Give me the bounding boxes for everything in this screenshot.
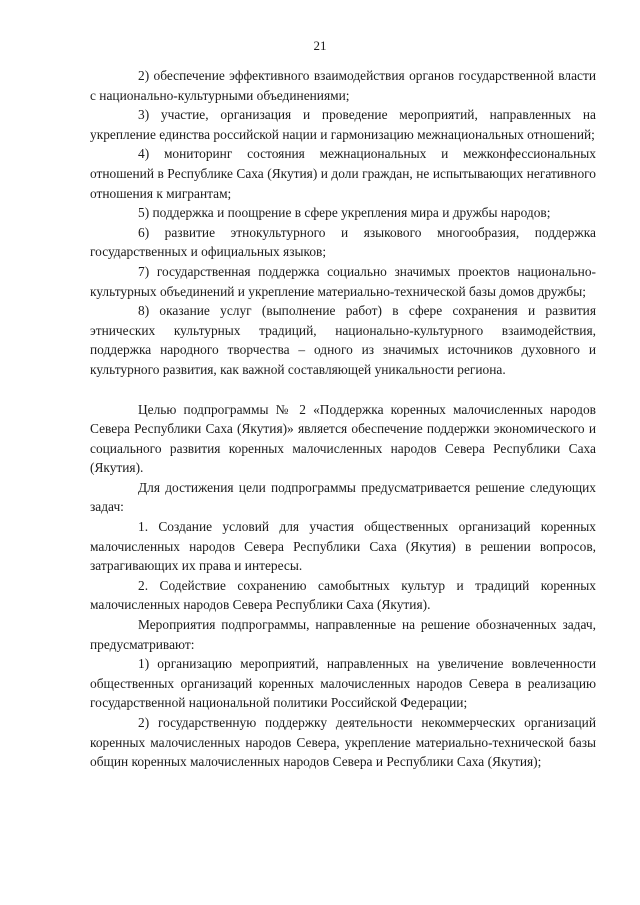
paragraph: 1. Создание условий для участия общественных организаций коренных малочисленных народов Севера Республики Саха (Якутия) в решении вопросов, затрагивающих их права и интересы. [90, 519, 596, 574]
paragraph: 3) участие, организация и проведение мероприятий, направленных на укрепление единства российской нации и гармонизацию межнациональных отношений; [90, 107, 596, 142]
document-body [90, 66, 596, 772]
paragraph: 6) развитие этнокультурного и языкового многообразия, поддержка государственных и официальных языков; [90, 224, 596, 260]
paragraph: 2) обеспечение эффективного взаимодействия органов государственной власти с национально-культурными объединениями; [90, 68, 596, 103]
page-number: 21 [313, 38, 327, 53]
paragraph: 2) государственную поддержку деятельности некоммерческих организаций коренных малочисленных народов Севера, укрепление материально-технической базы общин коренных малочисленных народов Севера и Республики Саха (Якутия); [90, 715, 596, 770]
paragraph: 8) оказание услуг (выполнение работ) в сфере сохранения и развития этнических культурных традиций, национально-культурного взаимодействия, поддержка народного творчества – одного из значимых источников духовного и культурного развития, как важной составляющей уникальности региона. [90, 303, 596, 377]
paragraph: 4) мониторинг состояния межнациональных и межконфессиональных отношений в Республике Саха (Якутия) и доли граждан, не испытывающих негативного отношения к мигрантам; [90, 146, 596, 201]
paragraph: Для достижения цели подпрограммы предусматривается решение следующих задач: [90, 479, 596, 515]
paragraph: 1) организацию мероприятий, направленных на увеличение вовлеченности общественных организаций коренных малочисленных народов Севера в реализацию государственной национальной политики Российской Федерации; [90, 656, 596, 711]
paragraph: 5) поддержка и поощрение в сфере укрепления мира и дружбы народов; [138, 205, 551, 221]
paragraph: 7) государственная поддержка социально значимых проектов национально-культурных объединений и укрепление материально-технической базы домов дружбы; [90, 263, 596, 299]
paragraph: Мероприятия подпрограммы, направленные на решение обозначенных задач, предусматривают: [90, 617, 596, 652]
paragraph: 2. Содействие сохранению самобытных культур и традиций коренных малочисленных народов Севера Республики Саха (Якутия). [90, 577, 596, 613]
paragraph: Целью подпрограммы № 2 «Поддержка коренных малочисленных народов Севера Республики Саха (Якутия)» является обеспечение поддержки экономического и социального развития коренных малочисленных народов Севера Республики Саха (Якутия). [90, 401, 596, 476]
